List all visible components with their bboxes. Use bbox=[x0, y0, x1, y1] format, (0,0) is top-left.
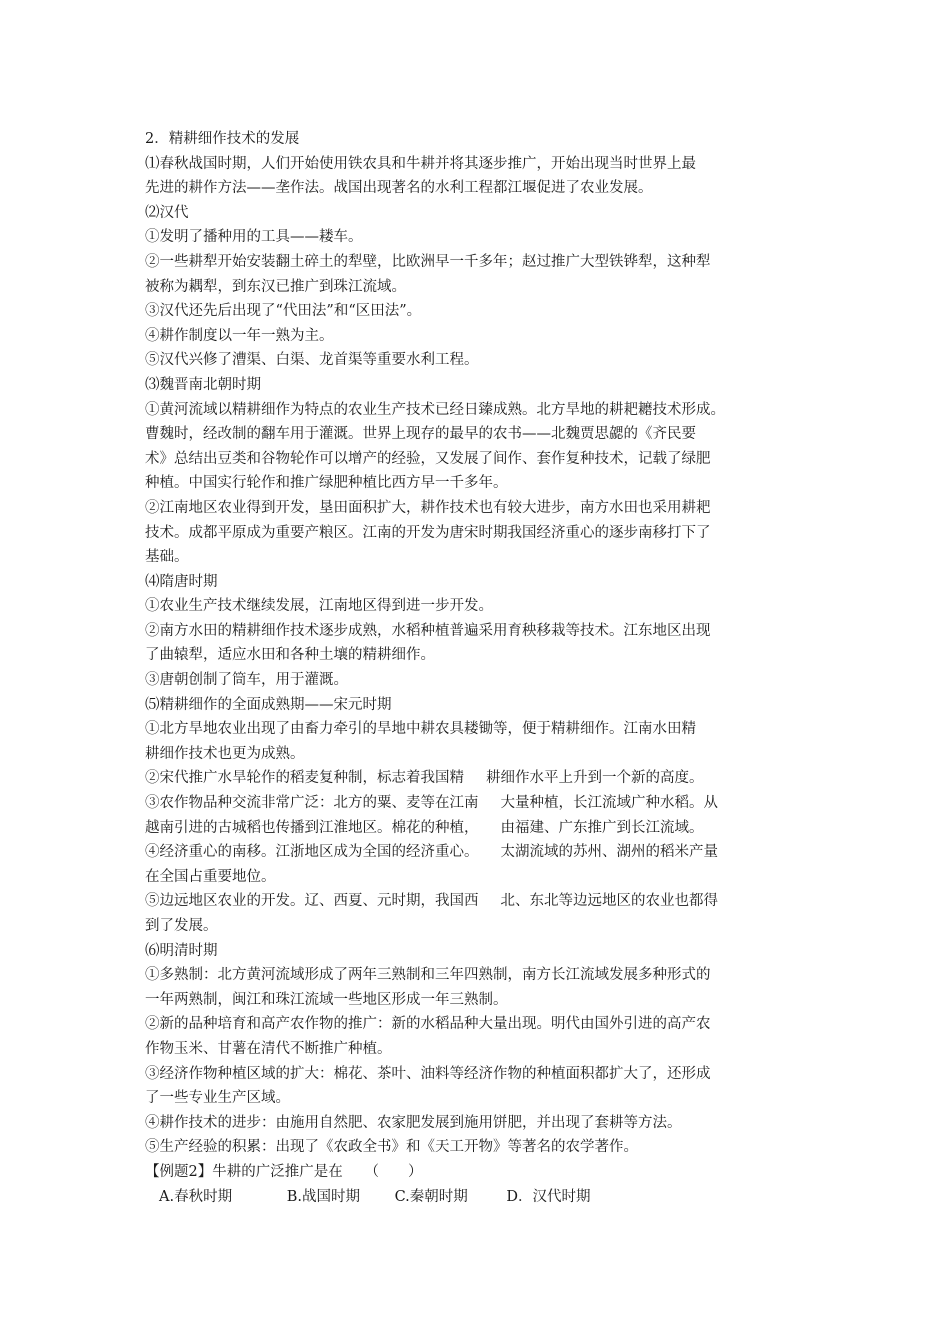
option-b: B.战国时期 bbox=[286, 1188, 360, 1205]
text-line: ⑤生产经验的积累：出现了《农政全书》和《天工开物》等著名的农学著作。 bbox=[145, 1139, 638, 1156]
text-line: ①多熟制：北方黄河流域形成了两年三熟制和三年四熟制，南方长江流域发展多种形式的 bbox=[145, 967, 711, 984]
text-line: ②一些耕犁开始安装翻土碎土的犁壁，比欧洲早一千多年；赵过推广大型铁铧犁，这种犁 bbox=[145, 253, 711, 270]
subsection-heading: ⑷隋唐时期 bbox=[145, 573, 218, 590]
option-a: A.春秋时期 bbox=[159, 1188, 233, 1205]
text-segment: 越南引进的古城稻也传播到江淮地区。棉花的种植， bbox=[145, 819, 479, 836]
text-line: 到了发展。 bbox=[145, 918, 218, 934]
text-line: ①发明了播种用的工具——耧车。 bbox=[145, 229, 363, 246]
text-segment: 大量种植，长江流域广种水稻。从 bbox=[500, 795, 718, 812]
text-line: ③汉代还先后出现了“代田法”和“区田法”。 bbox=[145, 303, 422, 320]
text-line: 基础。 bbox=[145, 549, 189, 566]
text-line: 术》总结出豆类和谷物轮作可以增产的经验，又发展了间作、套作复种技术，记载了绿肥 bbox=[145, 450, 711, 467]
text-line: ④耕作制度以一年一熟为主。 bbox=[145, 327, 334, 344]
subsection-heading: ⑸精耕细作的全面成熟期——宋元时期 bbox=[145, 696, 392, 713]
text-line: 耕细作技术也更为成熟。 bbox=[145, 745, 305, 762]
option-d: D．汉代时期 bbox=[506, 1188, 591, 1205]
text-line: 在全国占重要地位。 bbox=[145, 868, 276, 885]
text-line: 一年两熟制，闽江和珠江流域一些地区形成一年三熟制。 bbox=[145, 991, 508, 1008]
text-line: ④耕作技术的进步：由施用自然肥、农家肥发展到施用饼肥，并出现了套耕等方法。 bbox=[145, 1114, 682, 1131]
text-line bbox=[145, 766, 815, 791]
text-line: ②江南地区农业得到开发，垦田面积扩大，耕作技术也有较大进步，南方水田也采用耕耙 bbox=[145, 499, 711, 516]
text-segment: ③农作物品种交流非常广泛：北方的粟、麦等在江南 bbox=[145, 795, 479, 812]
text-segment: 耕细作水平上升到一个新的高度。 bbox=[486, 770, 704, 787]
subsection-heading: ⑵汉代 bbox=[145, 204, 189, 221]
section-heading: 2．精耕细作技术的发展 bbox=[145, 131, 300, 147]
text-line bbox=[145, 889, 815, 914]
text-line: 曹魏时，经改制的翻车用于灌溉。世界上现存的最早的农书——北魏贾思勰的《齐民要 bbox=[145, 426, 696, 443]
text-line: ⑤汉代兴修了漕渠、白渠、龙首渠等重要水利工程。 bbox=[145, 352, 479, 369]
document-body bbox=[145, 127, 815, 1209]
text-line: 种植。中国实行轮作和推广绿肥种植比西方早一千多年。 bbox=[145, 475, 508, 492]
question-options bbox=[145, 1185, 815, 1210]
subsection-heading: ⑶魏晋南北朝时期 bbox=[145, 376, 261, 393]
text-segment: ④经济重心的南移。江浙地区成为全国的经济重心。 bbox=[145, 844, 479, 861]
text-line: 被称为耦犁，到东汉已推广到珠江流域。 bbox=[145, 278, 406, 295]
text-segment: 由福建、广东推广到长江流域。 bbox=[500, 819, 704, 836]
text-segment: 太湖流域的苏州、湖州的稻米产量 bbox=[500, 844, 718, 861]
question-stem: 【例题2】牛耕的广泛推广是在 （ ） bbox=[145, 1163, 423, 1180]
text-line: ①农业生产技术继续发展，江南地区得到进一步开发。 bbox=[145, 598, 493, 615]
text-line: ②新的品种培育和高产农作物的推广：新的水稻品种大量出现。明代由国外引进的高产农 bbox=[145, 1016, 711, 1033]
text-segment: ⑤边远地区农业的开发。辽、西夏、元时期，我国西 bbox=[145, 893, 479, 910]
text-line: 技术。成都平原成为重要产粮区。江南的开发为唐宋时期我国经济重心的逐步南移打下了 bbox=[145, 524, 711, 541]
text-line: ①北方旱地农业出现了由畜力牵引的旱地中耕农具耧锄等，便于精耕细作。江南水田精 bbox=[145, 721, 696, 738]
text-line bbox=[145, 791, 815, 816]
text-line: 先进的耕作方法——垄作法。战国出现著名的水利工程都江堰促进了农业发展。 bbox=[145, 180, 653, 197]
text-line: 了曲辕犁，适应水田和各种土壤的精耕细作。 bbox=[145, 647, 435, 664]
option-c: C.秦朝时期 bbox=[394, 1188, 468, 1205]
text-line: ③经济作物种植区域的扩大：棉花、茶叶、油料等经济作物的种植面积都扩大了，还形成 bbox=[145, 1065, 711, 1082]
text-line: ①黄河流域以精耕细作为特点的农业生产技术已经日臻成熟。北方旱地的耕耙耱技术形成。 bbox=[145, 401, 725, 418]
text-line: ③唐朝创制了筒车，用于灌溉。 bbox=[145, 672, 348, 689]
text-line: ⑴春秋战国时期，人们开始使用铁农具和牛耕并将其逐步推广，开始出现当时世界上最 bbox=[145, 155, 696, 172]
text-line: 了一些专业生产区域。 bbox=[145, 1090, 290, 1107]
text-segment: ②宋代推广水旱轮作的稻麦复种制，标志着我国精 bbox=[145, 770, 464, 787]
text-line bbox=[145, 816, 815, 841]
text-line bbox=[145, 840, 815, 865]
text-line: ②南方水田的精耕细作技术逐步成熟，水稻种植普遍采用育秧移栽等技术。江东地区出现 bbox=[145, 622, 711, 639]
text-line: 作物玉米、甘薯在清代不断推广种植。 bbox=[145, 1040, 392, 1057]
subsection-heading: ⑹明清时期 bbox=[145, 942, 218, 959]
text-segment: 北、东北等边远地区的农业也都得 bbox=[500, 893, 718, 910]
